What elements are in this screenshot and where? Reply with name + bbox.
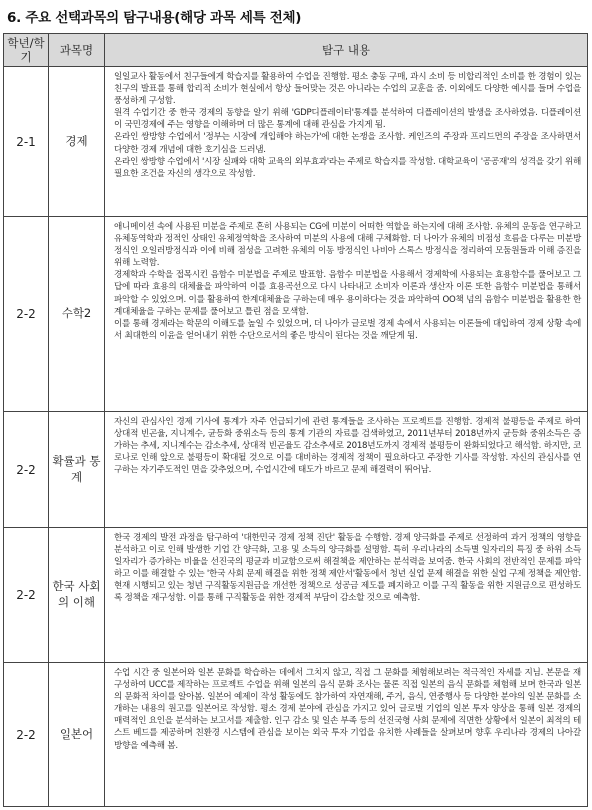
row-year: 2-2 [4, 528, 49, 663]
row-content [105, 67, 588, 217]
header-content: 탐구 내용 [105, 34, 588, 67]
row-year: 2-2 [4, 663, 49, 807]
content-paragraph: 이를 통해 경제라는 학문의 이해도를 높일 수 있었으며, 더 나아가 글로벌 경제 속에서 사용되는 이론들에 대입하여 경제 상황 속에서 최대한의 이윤을 얻어내기 위한 수단으로서의 좋은 방식이 된다는 것을 깨닫게 됨. [114, 318, 581, 341]
content-paragraph: 온라인 쌍방향 수업에서 '정부는 시장에 개입해야 하는가'에 대한 논쟁을 조사함. 케인즈의 주장과 프리드먼의 주장을 조사하면서 다양한 경제 개념에 대한 호기심을 드러냄. [114, 132, 581, 155]
content-paragraph: 한국 경제의 발전 과정을 탐구하여 '대한민국 경제 정책 진단' 활동을 수행함. 경제 양극화를 주제로 선정하여 과거 정책의 영향을 분석하고 이로 인해 발생한 기업 간 양극화, 고용 및 소득의 양극화를 설명함. 특히 우리나라의 소득별 일자리의 특징 중 하위 소득 일자리가 증가하는 비율을 선진국의 평균과 비교함으로써 해결책을 제안하는 분석력을 보여줌. 한국 사회의 전반적인 문제를 파악하고 이를 해결할 수 있는 '한국 사회 문제 해결을 위한 정책 제안서'활동에서 청년 실업 문제 해결을 위한 실업 구제 정책을 제안함. 현재 시행되고 있는 청년 구직활동지원금을 개선한 정책으로 성공금 제도를 폐지하고 이를 구직 활동을 위한 지원금으로 편성하도록 정책을 재구성함. 이를 통해 구직활동을 위한 경제적 부담이 감소할 것으로 예측함. [114, 533, 581, 604]
row-year: 2-2 [4, 217, 49, 412]
content-paragraph: 수업 시간 중 일본어와 일본 문화를 학습하는 데에서 그치지 않고, 직접 그 문화를 체험해보려는 적극적인 자세를 지님. 본문을 재구성하여 UCC를 제작하는 프로젝트 수업을 위해 일본의 음식 문화 조사는 물론 직접 일본의 음식 문화를 체험해 보며 한국과 일본의 문화적 차이를 알아봄. 일본어 예제이 작성 활동에도 참가하여 자연재해, 주거, 음식, 연중행사 등 다양한 분야의 일본 문화를 소개하는 내용의 원고를 일본어로 작성함. 평소 경제 분야에 관심을 가지고 있어 글로벌 기업의 일본 투자 양상을 통해 일본 경제의 매력적인 요인을 분석하는 보고서를 제출함. 인구 감소 및 일손 부족 등의 선진국형 사회 문제에 직면한 상황에서 일본이 최적의 테스트 베드를 제공하며 친환경 시스템에 관심을 보이는 외국 투자 기업을 유치한 사례들을 살펴보며 향후 우리나라 경제의 나아갈 방향을 예측해 봄. [114, 668, 581, 751]
row-content [105, 217, 588, 412]
row-subject: 수학2 [49, 217, 105, 412]
table-row [4, 528, 588, 663]
row-content [105, 528, 588, 663]
row-subject: 한국 사회의 이해 [49, 528, 105, 663]
content-paragraph: 온라인 쌍방향 수업에서 '시장 실패와 대학 교육의 외부효과'라는 주제로 학습지를 작성함. 대학교육이 '공공재'의 성격을 갖기 위해 필요한 조건을 자신의 생각으로 작성함. [114, 156, 581, 179]
row-year: 2-2 [4, 412, 49, 528]
row-subject: 일본어 [49, 663, 105, 807]
table-header-row [4, 34, 588, 67]
table-row [4, 217, 588, 412]
table-row [4, 663, 588, 807]
content-paragraph: 자신의 관심사인 경제 기사에 통계가 자주 언급되기에 관련 통계들을 조사하는 프로젝트를 진행함. 경제적 불평등을 주제로 하여 상대적 빈곤율, 지니계수, 균등화 중위소득 등의 통계 기관의 자료를 검색하였고, 2011년부터 2018년까지 균등화 중위소득은 증가하는 추세, 지니계수는 감소추세, 상대적 빈곤율도 감소추세로 2018년도까지 경제적 불평등이 완화되었다고 해석함. 하지만, 코로나로 인해 앞으로 불평등이 확대될 것으로 이를 대비하는 경제적 정책이 필요하다고 주장한 기사를 작성함. 자신의 관심사를 연구하는 자기주도적인 면을 갖추었으며, 수업시간에 태도가 바르고 문제 해결력이 뛰어남. [114, 417, 581, 476]
content-paragraph: 애니메이션 속에 사용된 미분을 주제로 흔히 사용되는 CG에 미분이 어떠한 역할을 하는지에 대해 조사함. 유체의 운동을 연구하고 유체동역학과 정적인 상태인 유체정역학을 조사하여 미분의 사용에 대해 구체화함. 더 나아가 유체의 비점성 흐름을 다루는 미분방정식인 오일러방정식과 이에 비해 점성을 고려한 유체의 이동 방정식인 나비아 스톡스 방정식을 정리하여 모둠원들과 이해 증진을 위해 노력함. [114, 222, 581, 269]
row-subject: 경제 [49, 67, 105, 217]
table-row [4, 412, 588, 528]
table-row [4, 67, 588, 217]
content-paragraph: 일일교사 활동에서 친구들에게 학습지를 활용하여 수업을 진행함. 평소 충동 구매, 과시 소비 등 비합리적인 소비를 한 경험이 있는 친구의 발표를 통해 합리적 소비가 현실에서 항상 들어맞는 것은 아니라는 수업의 교훈을 줌. 이외에도 다양한 예시를 들며 수업을 풍성하게 구성함. [114, 72, 581, 107]
row-subject: 확률과 통계 [49, 412, 105, 528]
content-paragraph: 경제학과 수학을 접목시킨 음함수 미분법을 주제로 발표함. 음함수 미분법을 사용해서 경제학에 사용되는 효용함수를 풀어보고 그 답에 따라 효용의 대체율을 파악하여 이를 효용곡선으로 다시 나타내고 소비자 이론과 생산자 이론 또한 음함수 미분법을 통해서 파악할 수 있었으며. 이를 활용하여 한계대체율을 구하는데 매우 용이하다는 것을 파악하여 OO책 넘의 음함수 미분법을 활용한 한계대체율을 구하는 문제를 풀어보고 틀린 점을 모색함. [114, 270, 581, 317]
row-content [105, 412, 588, 528]
inquiry-table [3, 33, 588, 807]
header-year: 학년/학기 [4, 34, 49, 67]
header-subject: 과목명 [49, 34, 105, 67]
row-year: 2-1 [4, 67, 49, 217]
row-content [105, 663, 588, 807]
content-paragraph: 원격 수업기간 중 한국 경제의 동향을 알기 위해 'GDP디플레이터'통계를 분석하여 디플레이션의 발생을 조사하였음. 디플레이션이 국민경제에 주는 영향을 이해하며 더 많은 통계에 대해 관심을 가지게 됨. [114, 108, 581, 131]
section-title: 6. 주요 선택과목의 탐구내용(해당 과목 세특 전체) [7, 10, 302, 26]
